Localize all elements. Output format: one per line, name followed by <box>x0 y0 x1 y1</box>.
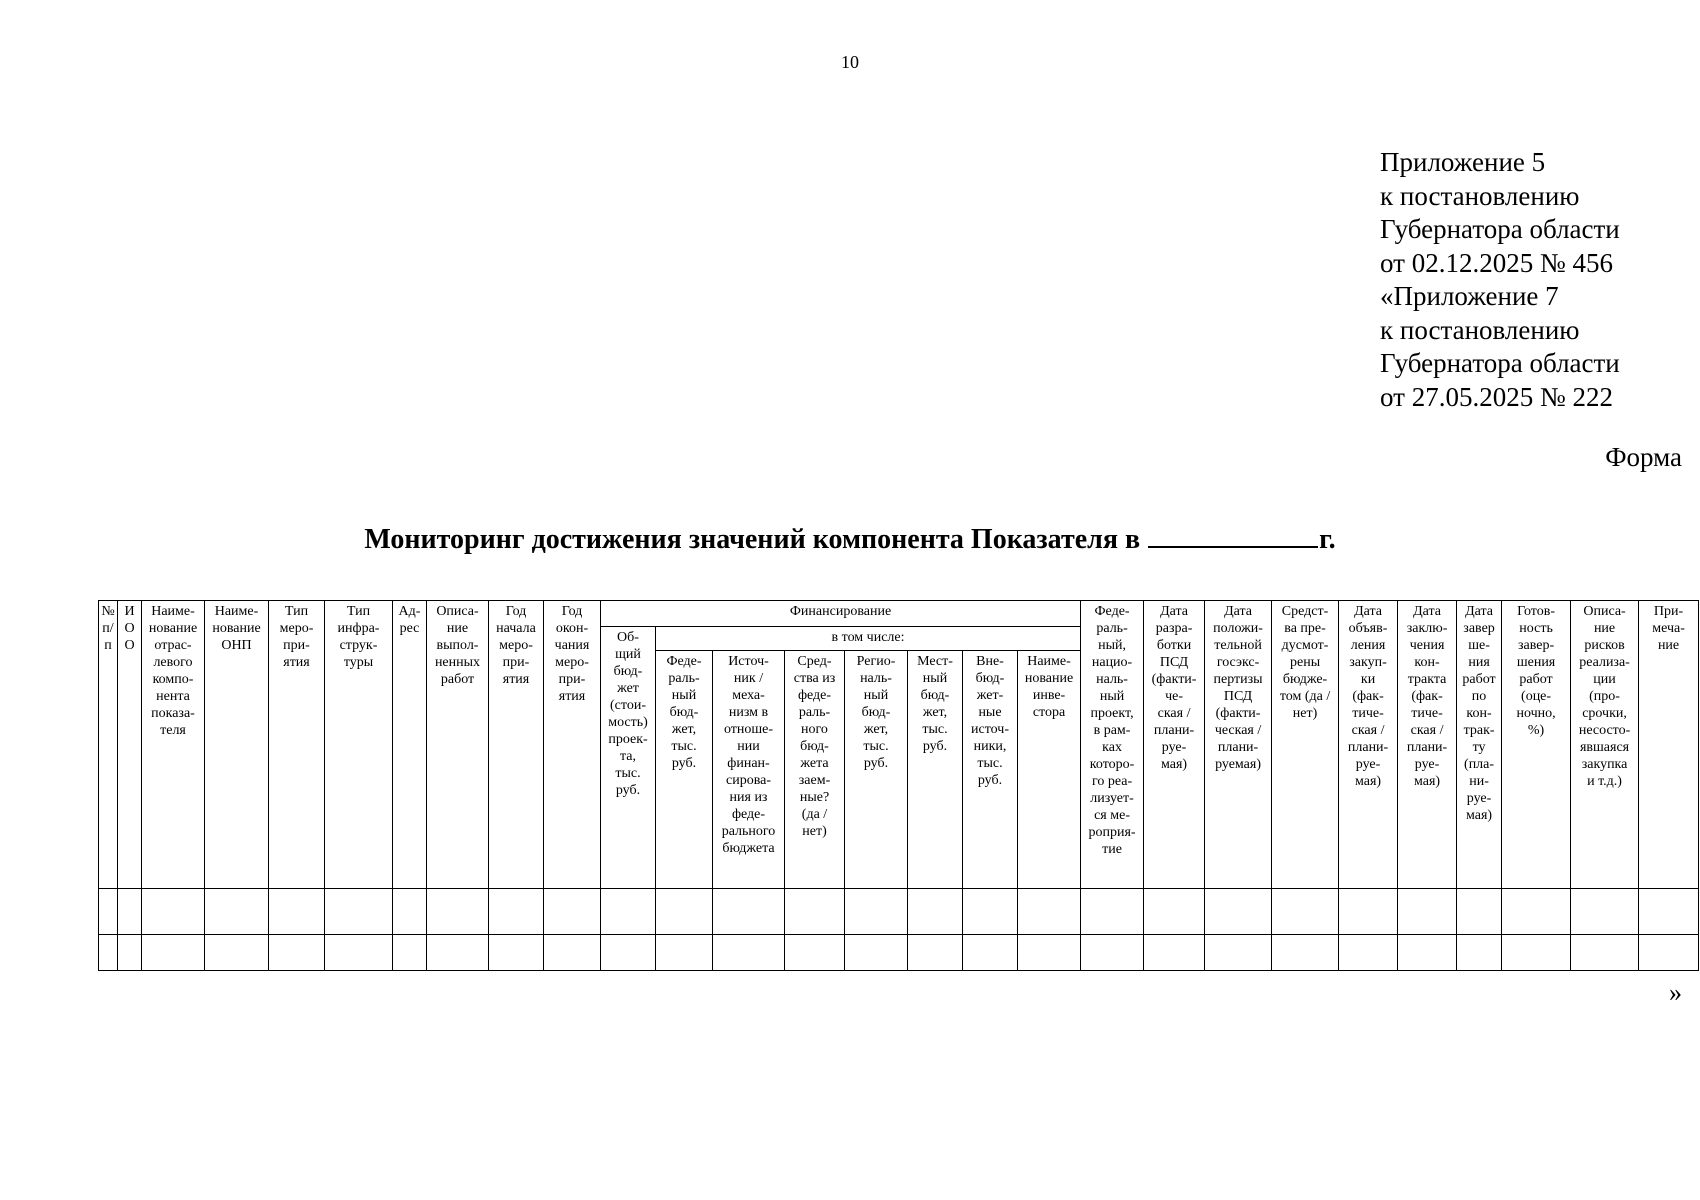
table-cell[interactable] <box>393 889 427 935</box>
table-cell[interactable] <box>142 935 205 971</box>
col-header-budget-provided: Средст- ва пре- дусмот- рены бюдже- том (да / нет) <box>1272 601 1339 889</box>
table-cell[interactable] <box>785 889 845 935</box>
table-cell[interactable] <box>269 889 325 935</box>
col-header-national-project: Феде- раль- ный, нацио- наль- ный проект, в рам- ках которо- го реа- лизует- ся ме- роприя- тие <box>1081 601 1144 889</box>
table-cell[interactable] <box>1398 935 1457 971</box>
col-header-event-type: Тип меро- при- ятия <box>269 601 325 889</box>
col-header-works-description: Описа- ние выпол- ненных работ <box>427 601 489 889</box>
col-header-procurement-date: Дата объяв- ления закуп- ки (фак- тиче- ская / плани- руе- мая) <box>1339 601 1398 889</box>
appendix-line: от 27.05.2025 № 222 <box>1380 381 1613 412</box>
appendix-line: Губернатора области <box>1380 214 1620 244</box>
col-header-local-budget: Мест- ный бюд- жет, тыс. руб. <box>908 651 963 889</box>
table-cell[interactable] <box>845 889 908 935</box>
document-title <box>0 522 1700 556</box>
table-cell[interactable] <box>544 935 601 971</box>
table-cell[interactable] <box>1502 889 1571 935</box>
table-cell[interactable] <box>1457 889 1502 935</box>
table-row <box>99 935 1699 971</box>
table-cell[interactable] <box>489 935 544 971</box>
table-cell[interactable] <box>1205 935 1272 971</box>
table-cell[interactable] <box>1571 889 1639 935</box>
table-cell[interactable] <box>656 935 713 971</box>
table-cell[interactable] <box>1018 935 1081 971</box>
appendix-line: «Приложение 7 <box>1380 281 1559 311</box>
table-cell[interactable] <box>1339 889 1398 935</box>
col-header-including: в том числе: <box>656 627 1081 651</box>
appendix-line: к постановлению <box>1380 314 1580 345</box>
col-header-expertise-date: Дата положи- тельной госэкс- пертизы ПСД (факти- ческая / плани- руемая) <box>1205 601 1272 889</box>
col-header-note: При- меча- ние <box>1639 601 1699 889</box>
table-cell[interactable] <box>427 935 489 971</box>
col-header-start-year: Год начала меро- при- ятия <box>489 601 544 889</box>
table-cell[interactable] <box>1571 935 1639 971</box>
table-cell[interactable] <box>118 935 142 971</box>
table-cell[interactable] <box>785 935 845 971</box>
col-header-contract-date: Дата заклю- чения кон- тракта (фак- тиче- ская / плани- руе- мая) <box>1398 601 1457 889</box>
col-header-number: № п/ п <box>99 601 118 889</box>
table-cell[interactable] <box>205 889 269 935</box>
col-header-total-budget: Об- щий бюд- жет (стои- мость) проек- та, тыс. руб. <box>601 627 656 889</box>
col-header-completion-date: Дата завер ше- ния работ по кон- трак- ту (пла- ни- руе- мая) <box>1457 601 1502 889</box>
table-cell[interactable] <box>393 935 427 971</box>
col-header-ioo: И О О <box>118 601 142 889</box>
form-label: Форма <box>1605 442 1682 472</box>
col-header-financing: Финансирование <box>601 601 1081 627</box>
table-cell[interactable] <box>1639 935 1699 971</box>
table-cell[interactable] <box>544 889 601 935</box>
col-header-borrowed-funds: Сред- ства из феде- раль- ного бюд- жета заем- ные? (да / нет) <box>785 651 845 889</box>
table-cell[interactable] <box>1144 889 1205 935</box>
table-cell[interactable] <box>908 935 963 971</box>
col-header-onp-name: Наиме- нование ОНП <box>205 601 269 889</box>
col-header-federal-budget: Феде- раль- ный бюд- жет, тыс. руб. <box>656 651 713 889</box>
table-cell[interactable] <box>427 889 489 935</box>
appendix-line: Приложение 5 <box>1380 147 1546 177</box>
table-cell[interactable] <box>963 889 1018 935</box>
table-body <box>99 889 1699 971</box>
appendix-line: от 02.12.2025 № 456 <box>1380 247 1613 278</box>
table-cell[interactable] <box>963 935 1018 971</box>
table-cell[interactable] <box>269 935 325 971</box>
table-cell[interactable] <box>713 935 785 971</box>
table-cell[interactable] <box>489 889 544 935</box>
col-header-end-year: Год окон- чания меро- при- ятия <box>544 601 601 889</box>
table-cell[interactable] <box>1018 889 1081 935</box>
col-header-risks: Описа- ние рисков реализа- ции (про- срочки, несосто- явшаяся закупка и т.д.) <box>1571 601 1639 889</box>
table-cell[interactable] <box>142 889 205 935</box>
table-cell[interactable] <box>601 935 656 971</box>
col-header-infrastructure-type: Тип инфра- струк- туры <box>325 601 393 889</box>
col-header-psd-date: Дата разра- ботки ПСД (факти- че- ская / плани- руе- мая) <box>1144 601 1205 889</box>
table-cell[interactable] <box>656 889 713 935</box>
col-header-readiness: Готов- ность завер- шения работ (оце- ночно, %) <box>1502 601 1571 889</box>
monitoring-form-table <box>98 600 1699 971</box>
table-cell[interactable] <box>1272 935 1339 971</box>
table-cell[interactable] <box>908 889 963 935</box>
table-cell[interactable] <box>325 935 393 971</box>
table-cell[interactable] <box>1272 889 1339 935</box>
table-cell[interactable] <box>1081 935 1144 971</box>
table-cell[interactable] <box>118 889 142 935</box>
table-cell[interactable] <box>1639 889 1699 935</box>
appendix-line: к постановлению <box>1380 180 1580 211</box>
table-cell[interactable] <box>99 889 118 935</box>
col-header-extrabudgetary: Вне- бюд- жет- ные источ- ники, тыс. руб. <box>963 651 1018 889</box>
table-cell[interactable] <box>601 889 656 935</box>
table-cell[interactable] <box>713 889 785 935</box>
table-cell[interactable] <box>99 935 118 971</box>
page-number: 10 <box>841 52 859 72</box>
table-cell[interactable] <box>845 935 908 971</box>
table-cell[interactable] <box>205 935 269 971</box>
table-cell[interactable] <box>325 889 393 935</box>
appendix-block <box>1380 146 1620 414</box>
table-cell[interactable] <box>1398 889 1457 935</box>
col-header-federal-source: Источ- ник / меха- низм в отноше- нии финан- сирова- ния из феде- рального бюджета <box>713 651 785 889</box>
table-cell[interactable] <box>1205 889 1272 935</box>
col-header-regional-budget: Регио- наль- ный бюд- жет, тыс. руб. <box>845 651 908 889</box>
table-cell[interactable] <box>1081 889 1144 935</box>
closing-quote: » <box>1669 978 1682 1007</box>
appendix-line: Губернатора области <box>1380 348 1620 378</box>
col-header-address: Ад- рес <box>393 601 427 889</box>
table-cell[interactable] <box>1144 935 1205 971</box>
document-title-text: Мониторинг достижения значений компонента Показателя в <box>364 524 1141 555</box>
table-header <box>99 601 1699 889</box>
table-row <box>99 889 1699 935</box>
col-header-investor-name: Наиме- нование инве- стора <box>1018 651 1081 889</box>
table-cell[interactable] <box>1339 935 1398 971</box>
col-header-component-name: Наиме- нование отрас- левого компо- нента показа- теля <box>142 601 205 889</box>
document-title-suffix: г. <box>1319 524 1336 555</box>
table-cell[interactable] <box>1457 935 1502 971</box>
table-cell[interactable] <box>1502 935 1571 971</box>
period-blank-line <box>1148 522 1318 548</box>
